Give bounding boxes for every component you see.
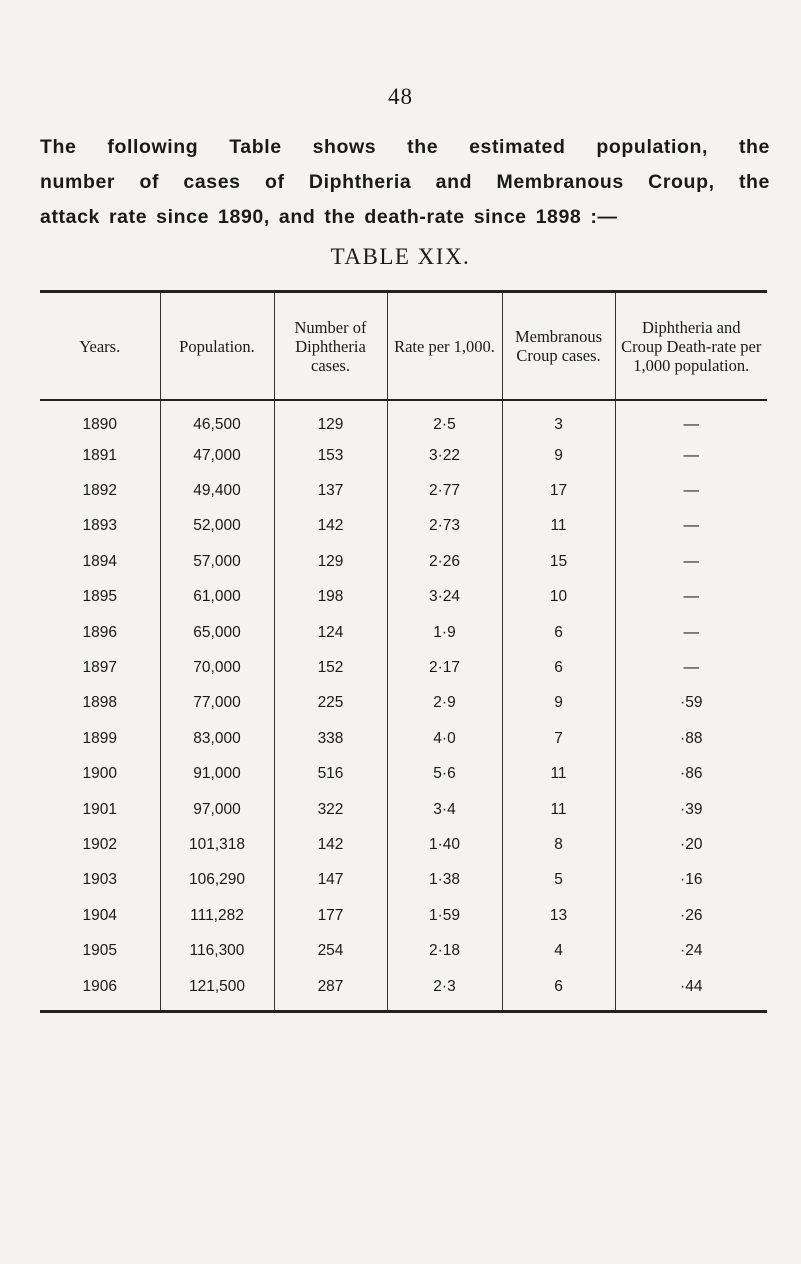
cell-rate: 2·73 xyxy=(387,509,502,544)
cell-year: 1891 xyxy=(82,446,117,464)
cell-death-rate: ·44 xyxy=(615,969,767,1012)
cell-croup-cases: 6 xyxy=(502,650,615,685)
cell-death-rate: — xyxy=(615,650,767,685)
cell-croup-cases: 15 xyxy=(502,544,615,579)
cell-rate: 2·3 xyxy=(387,969,502,1012)
cell-year: 1897 xyxy=(82,659,117,677)
cell-death-rate: ·16 xyxy=(615,863,767,898)
table-body xyxy=(40,400,767,1012)
cell-year: 1893 xyxy=(82,517,117,535)
header-death-rate: Diphtheria and Croup Death-rate per 1,000 population. xyxy=(615,292,767,401)
cell-population: 52,000 xyxy=(160,509,274,544)
cell-death-rate: — xyxy=(615,400,767,438)
cell-population: 116,300 xyxy=(160,933,274,968)
cell-diphtheria-cases: 287 xyxy=(274,969,387,1012)
cell-death-rate: ·24 xyxy=(615,933,767,968)
header-years: Years. xyxy=(40,292,160,401)
header-row xyxy=(40,292,767,401)
cell-rate: 4·0 xyxy=(387,721,502,756)
cell-population: 121,500 xyxy=(160,969,274,1012)
cell-year: 1898 xyxy=(82,694,117,712)
cell-rate: 1·59 xyxy=(387,898,502,933)
cell-year: 1901 xyxy=(82,800,117,818)
cell-diphtheria-cases: 142 xyxy=(274,827,387,862)
cell-diphtheria-cases: 322 xyxy=(274,792,387,827)
header-rate: Rate per 1,000. xyxy=(387,292,502,401)
table-row xyxy=(40,580,767,615)
page-number: 48 xyxy=(388,84,413,109)
cell-diphtheria-cases: 142 xyxy=(274,509,387,544)
table-row xyxy=(40,863,767,898)
cell-rate: 3·22 xyxy=(387,438,502,473)
cell-diphtheria-cases: 177 xyxy=(274,898,387,933)
cell-diphtheria-cases: 129 xyxy=(274,400,387,438)
cell-death-rate: ·86 xyxy=(615,757,767,792)
table-row xyxy=(40,615,767,650)
table-row xyxy=(40,438,767,473)
cell-diphtheria-cases: 147 xyxy=(274,863,387,898)
cell-rate: 3·4 xyxy=(387,792,502,827)
cell-croup-cases: 13 xyxy=(502,898,615,933)
table-row xyxy=(40,792,767,827)
cell-rate: 2·9 xyxy=(387,686,502,721)
cell-population: 101,318 xyxy=(160,827,274,862)
cell-year: 1895 xyxy=(82,588,117,606)
cell-year: 1890 xyxy=(82,415,117,433)
cell-death-rate: — xyxy=(615,544,767,579)
cell-rate: 1·9 xyxy=(387,615,502,650)
cell-population: 49,400 xyxy=(160,473,274,508)
cell-diphtheria-cases: 129 xyxy=(274,544,387,579)
cell-population: 77,000 xyxy=(160,686,274,721)
cell-croup-cases: 17 xyxy=(502,473,615,508)
cell-death-rate: — xyxy=(615,473,767,508)
cell-year: 1896 xyxy=(82,623,117,641)
cell-rate: 5·6 xyxy=(387,757,502,792)
cell-death-rate: — xyxy=(615,580,767,615)
cell-diphtheria-cases: 153 xyxy=(274,438,387,473)
intro-line: number of cases of Diphtheria and Membranous Croup, the xyxy=(40,171,770,193)
cell-croup-cases: 3 xyxy=(502,400,615,438)
cell-population: 46,500 xyxy=(160,400,274,438)
table-row xyxy=(40,721,767,756)
cell-rate: 2·17 xyxy=(387,650,502,685)
cell-year: 1906 xyxy=(40,969,160,1012)
cell-population: 61,000 xyxy=(160,580,274,615)
cell-population: 91,000 xyxy=(160,757,274,792)
cell-rate: 2·77 xyxy=(387,473,502,508)
cell-death-rate: ·39 xyxy=(615,792,767,827)
cell-rate: 2·18 xyxy=(387,933,502,968)
cell-death-rate: ·59 xyxy=(615,686,767,721)
cell-year: 1903 xyxy=(82,871,117,889)
cell-population: 83,000 xyxy=(160,721,274,756)
table-row xyxy=(40,544,767,579)
cell-death-rate: ·26 xyxy=(615,898,767,933)
cell-croup-cases: 10 xyxy=(502,580,615,615)
cell-death-rate: — xyxy=(615,509,767,544)
table-row xyxy=(40,650,767,685)
cell-rate: 2·5 xyxy=(387,400,502,438)
cell-rate: 2·26 xyxy=(387,544,502,579)
cell-diphtheria-cases: 338 xyxy=(274,721,387,756)
cell-year: 1899 xyxy=(82,729,117,747)
cell-croup-cases: 6 xyxy=(502,969,615,1012)
cell-year: 1904 xyxy=(82,906,117,924)
cell-death-rate: ·20 xyxy=(615,827,767,862)
cell-year: 1900 xyxy=(82,765,117,783)
cell-croup-cases: 11 xyxy=(502,757,615,792)
cell-diphtheria-cases: 137 xyxy=(274,473,387,508)
cell-year: 1894 xyxy=(82,552,117,570)
cell-rate: 1·40 xyxy=(387,827,502,862)
data-table xyxy=(40,290,767,1013)
cell-population: 106,290 xyxy=(160,863,274,898)
table-row xyxy=(40,757,767,792)
cell-year: 1892 xyxy=(82,482,117,500)
table-row xyxy=(40,969,767,1012)
table-header xyxy=(40,292,767,401)
header-croup-cases: Membranous Croup cases. xyxy=(502,292,615,401)
cell-croup-cases: 11 xyxy=(502,509,615,544)
table-row xyxy=(40,509,767,544)
table-container xyxy=(40,290,767,1013)
table-row xyxy=(40,933,767,968)
cell-population: 47,000 xyxy=(160,438,274,473)
cell-year: 1905 xyxy=(82,942,117,960)
table-row xyxy=(40,898,767,933)
cell-population: 70,000 xyxy=(160,650,274,685)
cell-diphtheria-cases: 516 xyxy=(274,757,387,792)
cell-croup-cases: 8 xyxy=(502,827,615,862)
table-row xyxy=(40,400,767,438)
intro-line: The following Table shows the estimated population, the xyxy=(40,136,770,158)
cell-diphtheria-cases: 152 xyxy=(274,650,387,685)
table-row xyxy=(40,473,767,508)
cell-diphtheria-cases: 198 xyxy=(274,580,387,615)
cell-death-rate: — xyxy=(615,615,767,650)
cell-population: 97,000 xyxy=(160,792,274,827)
table-title: TABLE XIX. xyxy=(330,244,471,269)
cell-death-rate: ·88 xyxy=(615,721,767,756)
cell-diphtheria-cases: 225 xyxy=(274,686,387,721)
cell-diphtheria-cases: 124 xyxy=(274,615,387,650)
cell-year: 1902 xyxy=(82,835,117,853)
cell-population: 57,000 xyxy=(160,544,274,579)
cell-croup-cases: 9 xyxy=(502,438,615,473)
cell-croup-cases: 4 xyxy=(502,933,615,968)
intro-paragraph xyxy=(40,130,770,235)
table-row xyxy=(40,686,767,721)
cell-croup-cases: 9 xyxy=(502,686,615,721)
cell-croup-cases: 5 xyxy=(502,863,615,898)
header-population: Population. xyxy=(160,292,274,401)
cell-rate: 3·24 xyxy=(387,580,502,615)
cell-population: 65,000 xyxy=(160,615,274,650)
cell-rate: 1·38 xyxy=(387,863,502,898)
cell-death-rate: — xyxy=(615,438,767,473)
cell-croup-cases: 7 xyxy=(502,721,615,756)
cell-croup-cases: 11 xyxy=(502,792,615,827)
cell-diphtheria-cases: 254 xyxy=(274,933,387,968)
table-row xyxy=(40,827,767,862)
cell-population: 111,282 xyxy=(160,898,274,933)
intro-line: attack rate since 1890, and the death-rate since 1898 :— xyxy=(40,206,618,228)
cell-croup-cases: 6 xyxy=(502,615,615,650)
header-diphtheria-cases: Number of Diphtheria cases. xyxy=(274,292,387,401)
